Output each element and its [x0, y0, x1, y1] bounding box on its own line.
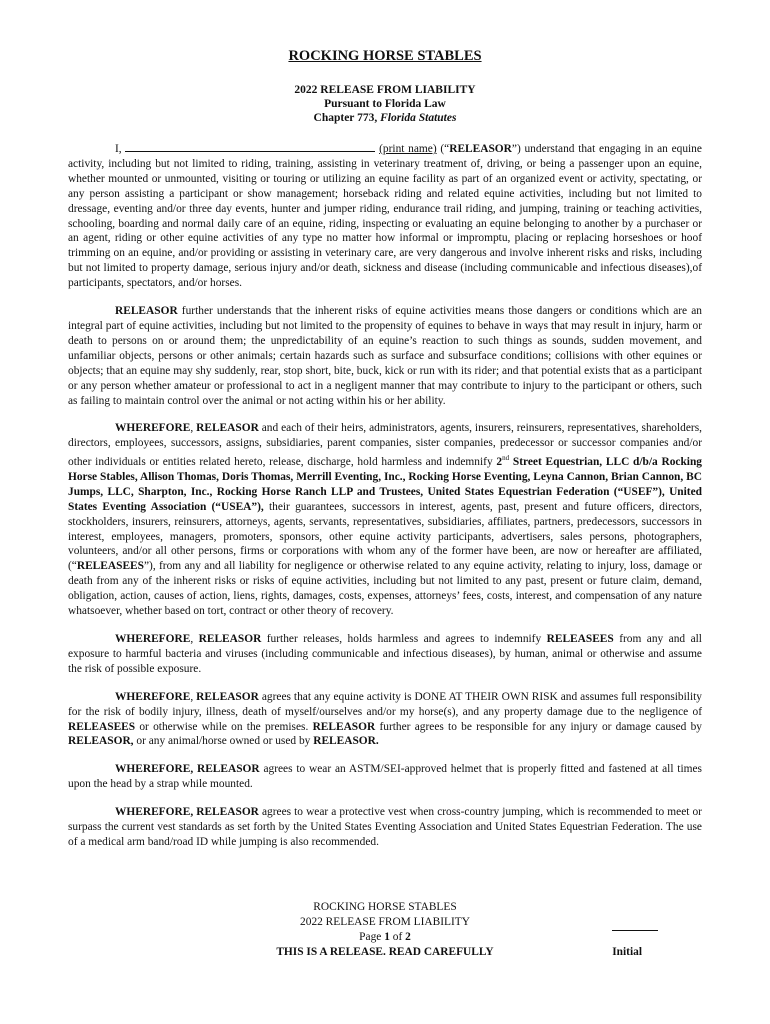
chapter-line [68, 111, 702, 125]
p1-releasor: RELEASOR [449, 143, 512, 155]
p5-releasor: RELEASOR [196, 690, 259, 703]
footer-page-number [68, 930, 702, 945]
p5-text-a: agrees that any equine activity is DONE AT THEIR OWN RISK and assumes full responsibility for the risk of bodily injury, illness, death of myself/ourselves and/or my horse(s), and any property damage due to the negligence of [68, 690, 702, 718]
p5-releasor-2: RELEASOR [312, 720, 376, 733]
paragraph-5: WHEREFORE, RELEASOR agrees that any equine activity is DONE AT THEIR OWN RISK and assumes full responsibility for the risk of bodily injury, illness, death of myself/ourselves and/or my horse(s), and any property damage due to the negligence of RELEASEES or otherwise while on the premises. RELEASOR further agrees to be responsible for any injury or damage caused by RELEASOR, or any animal/horse owned or used by RELEASOR. [68, 690, 702, 748]
p5-wherefore: WHEREFORE [115, 690, 191, 703]
chapter-text: Chapter 773, [313, 112, 378, 124]
p3-wherefore: WHEREFORE [115, 422, 191, 435]
p3-text-b: their guarantees, successors in interest, agents, past, present and future officers, directors, stockholders, insurers, reinsurers, attorneys, agents, servants, representatives, subsidiaries, affiliates, partners, predecessors, successors in interest, employees, managers, promoters, sponsors, other equine activity participants, advertisers, sales persons, photographers, volunteers, and/or all other persons, firms or corporations with whom any of the former have been, are now or hereafter are affiliated, [68, 500, 702, 558]
paragraph-7 [68, 805, 702, 850]
p5-text-d: or any animal/horse owned or used by [136, 735, 311, 748]
paragraph-6 [68, 762, 702, 792]
p6-text: agrees to wear an ASTM/SEI-approved helmet that is properly fitted and fastened at all times upon the head by a strap while mounted. [68, 763, 702, 791]
p2-text: further understands that the inherent risks of equine activities means those dangers or conditions which are an integral part of equine activities, including but not limited to the propensity of equines to behave in ways that may result in injury, harm or death to persons on or around them; the unpredictability of an equine’s reaction to such things as sounds, sudden movement, and unfamiliar objects, persons or other animals; certain hazards such as surface and subsurface conditions; collisions with other equines or objects; that an equine may shy suddenly, rear, stop short, bite, buck, kick or run with its rider; and that potential exists that as a participant or any person whether amateur or professional to act in a negligent manner that may contribute to injury to the participant or others, such as failing to maintain control over the animal or not acting within his or her ability. [68, 305, 702, 407]
p4-releasor: RELEASOR [198, 632, 262, 645]
p1-open-paren: (“ [440, 143, 450, 155]
p6-lead: WHEREFORE, RELEASOR [115, 763, 260, 776]
print-name-label: (print name) [379, 143, 437, 155]
document-title: ROCKING HORSE STABLES [288, 48, 482, 64]
p5-releasees: RELEASEES [68, 720, 136, 733]
paragraph-3 [68, 421, 702, 619]
p5-text-b: or otherwise while on the premises. [139, 720, 309, 733]
p3-releasees-close: ”), [143, 560, 156, 573]
statutes-text: Florida Statutes [380, 112, 457, 124]
document-body [68, 141, 702, 850]
p7-lead: WHEREFORE, RELEASOR [115, 806, 259, 819]
p3-entity-nd: nd [502, 454, 510, 463]
pursuant-line: Pursuant to Florida Law [324, 98, 446, 110]
p3-text-c: from any and all liability for negligence or otherwise related to any equine activity, relating to injury, loss, damage or death from any of the inherent risks or risks of equine activities, including but not limited to any past, present or future claim, demand, obligation, action, causes of action, liens, rights, damages, costs, expenses, attorneys’ fees, costs, interest, and compensation of any nature whatsoever, whether based on tort, contract or other theory of recovery. [68, 560, 702, 618]
p3-entities: Street Equestrian, LLC d/b/a Rocking Horse Stables, Allison Thomas, Doris Thomas, Merrill Eventing, Inc., Rocking Horse Eventing, Leyna Cannon, Brian Cannon, BC Jumps, LLC, Sharpton, Inc., Rocking Horse Ranch LLP and Trustees, United States Equestrian Federation (“USEF”), United States Eventing Association (“USEA”), [68, 456, 702, 513]
page-footer [68, 900, 702, 960]
footer-org: ROCKING HORSE STABLES [313, 901, 457, 913]
p1-close-paren: ”) [511, 143, 521, 155]
p3-releasor: RELEASOR [196, 422, 259, 435]
print-name-field[interactable] [125, 141, 375, 152]
p1-lead: I, [115, 143, 122, 155]
footer-page-total: 2 [405, 931, 411, 943]
p4-text-a: further releases, holds harmless and agrees to indemnify [266, 632, 542, 645]
footer-page-num: 1 [384, 931, 390, 943]
paragraph-1 [68, 141, 702, 291]
p3-releasees-open: (“ [68, 560, 77, 573]
p5-text-c: further agrees to be responsible for any injury or damage caused by [379, 720, 702, 733]
p5-releasor-3: RELEASOR, [68, 735, 134, 748]
p5-releasor-4: RELEASOR. [313, 735, 379, 748]
release-heading: 2022 RELEASE FROM LIABILITY [294, 84, 476, 96]
p2-releasor: RELEASOR [115, 305, 178, 318]
initial-label: Initial [612, 946, 642, 958]
footer-page-of: of [392, 931, 403, 943]
p1-text: understand that engaging in an equine activity, including but not limited to riding, training, assisting in veterinary treatment of, driving, or being a passenger upon an equine, whether mounted or unmounted, visiting or touring or utilizing an equine facility as part of an organized event or activity, spectating, or any person assisting a participant or show management; horseback riding and related equine activities, including but not limited to dressage, eventing and/or three day events, hunter and jumper riding, endurance trail riding, and jumping, training or teaching activities, schooling, boarding and normal daily care of an equine, riding, inspecting or evaluating an equine belonging to another by a purchaser or an agent, riding or other equine activities of any type no matter how informal or impromptu, placing or replacing horseshoes or hoof trimming on an equine, and/or providing or assisting in veterinary care, are very dangerous and involve inherent risks and risks, including but not limited to property damage, serious injury and/or death, sickness and disease (including communicable and infectious diseases),of participants, spectators, and/or horses. [68, 143, 702, 290]
p4-text-b: from any and all exposure to harmful bacteria and viruses (including communicable and infectious diseases), by human, animal or otherwise and assume the risk of possible exposure. [68, 632, 702, 675]
footer-release: 2022 RELEASE FROM LIABILITY [300, 916, 470, 928]
p3-comma: , [190, 422, 194, 435]
paragraph-2 [68, 304, 702, 408]
p3-releasees: RELEASEES [76, 560, 144, 573]
p4-releasees: RELEASEES [546, 632, 614, 645]
p4-wherefore: WHEREFORE [115, 632, 191, 645]
footer-warning: THIS IS A RELEASE. READ CAREFULLY [276, 946, 494, 958]
p3-text-a: and each of their heirs, administrators, agents, insurers, reinsurers, representatives, shareholders, directors, employees, successors, assigns, subsidiaries, parent companies, sister companies, predecessor or successor companies and/or other individuals or entities related hereto, release, discharge, hold harmless and indemnify [68, 422, 702, 469]
p7-text: agrees to wear a protective vest when cross-country jumping, which is recommended to meet or surpass the current vest standards as set forth by the United States Eventing Association and United States Equestrian Federation. The use of a medical arm band/road ID while jumping is also recommended. [68, 806, 702, 848]
footer-page-word: Page [359, 931, 382, 943]
initial-field[interactable] [612, 930, 658, 931]
paragraph-4: WHEREFORE, RELEASOR further releases, holds harmless and agrees to indemnify RELEASEES from any and all exposure to harmful bacteria and viruses (including communicable and infectious diseases), by human, animal or otherwise and assume the risk of possible exposure. [68, 632, 702, 675]
p3-entity-2: 2 [496, 456, 503, 469]
